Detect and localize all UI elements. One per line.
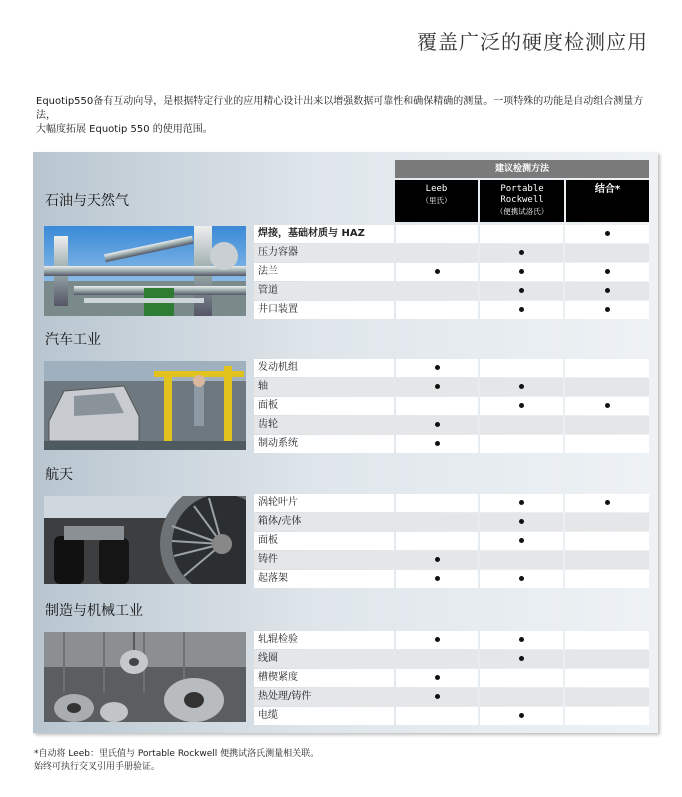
cell-combined [565,631,649,649]
column-header-combined: 结合* [566,180,649,222]
cell-leeb [396,378,478,396]
cell-portable-rockwell [480,244,563,262]
cell-portable-rockwell [480,551,563,569]
recommended-dot [519,269,524,274]
recommended-dot [435,269,440,274]
cell-leeb [396,225,478,243]
recommended-dot [605,269,610,274]
row-label: 起落架 [254,570,394,588]
recommended-dot [519,250,524,255]
recommended-dot [605,307,610,312]
aircraft-engine-photo [44,496,246,584]
row-label: 发动机组 [254,359,394,377]
cell-combined [565,513,649,531]
cell-combined [565,551,649,569]
recommended-dot [519,576,524,581]
cell-portable-rockwell [480,650,563,668]
cell-portable-rockwell [480,494,563,512]
footnote-line-1: *自动将 Leeb：里氏值与 Portable Rockwell 便携试洛氏测量相关联。 [34,749,320,759]
cell-leeb [396,397,478,415]
cell-portable-rockwell [480,532,563,550]
cell-combined [565,494,649,512]
cell-leeb [396,359,478,377]
intro-text [36,95,656,137]
cell-portable-rockwell [480,416,563,434]
cell-portable-rockwell [480,570,563,588]
section-title-oil-gas: 石油与天然气 [45,193,129,209]
cell-leeb [396,631,478,649]
table-row [254,688,649,707]
recommended-dot [435,576,440,581]
recommended-dot [605,231,610,236]
column-header-leeb [395,180,478,222]
cell-leeb [396,570,478,588]
row-label: 面板 [254,397,394,415]
table-row [254,359,649,378]
row-label: 线圈 [254,650,394,668]
recommended-dot [519,519,524,524]
table-row [254,631,649,650]
recommended-dot [435,422,440,427]
row-label: 铸件 [254,551,394,569]
row-label: 电缆 [254,707,394,725]
cell-portable-rockwell [480,688,563,706]
cell-combined [565,570,649,588]
row-label: 焊接，基础材质与 HAZ [254,225,394,243]
table-row [254,532,649,551]
car-factory-photo [44,361,246,450]
cell-leeb [396,532,478,550]
cell-leeb [396,551,478,569]
page-title: 覆盖广泛的硬度检测应用 [417,30,648,54]
cell-portable-rockwell [480,359,563,377]
cell-leeb [396,707,478,725]
recommended-dot [435,694,440,699]
cell-leeb [396,513,478,531]
intro-line-2: 大幅度拓展 Equotip 550 的使用范围。 [36,124,213,135]
row-label: 面板 [254,532,394,550]
cell-portable-rockwell [480,225,563,243]
recommended-dot [605,288,610,293]
cell-portable-rockwell [480,301,563,319]
cell-combined [565,688,649,706]
table-row [254,397,649,416]
footnote-line-2: 始终可执行交叉引用手册验证。 [34,762,161,772]
cell-portable-rockwell [480,669,563,687]
column-header-portable-rockwell [480,180,564,222]
row-label: 法兰 [254,263,394,281]
table-row [254,494,649,513]
cell-leeb [396,650,478,668]
table-row [254,650,649,669]
row-label: 轧辊检验 [254,631,394,649]
row-label: 涡轮叶片 [254,494,394,512]
table-row [254,263,649,282]
recommended-dot [519,637,524,642]
row-label: 槽楔紧度 [254,669,394,687]
table-row [254,282,649,301]
recommended-dot [435,557,440,562]
oil-gas-plant-photo [44,226,246,316]
table-row [254,707,649,726]
cell-combined [565,669,649,687]
recommended-dot [519,403,524,408]
recommended-dot [605,403,610,408]
cell-combined [565,707,649,725]
footnote [34,748,319,774]
section-title-aerospace: 航天 [45,467,73,483]
cell-leeb [396,669,478,687]
table-row [254,244,649,263]
cell-portable-rockwell [480,707,563,725]
row-label: 轴 [254,378,394,396]
table-row [254,551,649,570]
recommended-dot [435,637,440,642]
cell-leeb [396,263,478,281]
row-label: 箱体/壳体 [254,513,394,531]
cell-combined [565,416,649,434]
recommended-dot [435,384,440,389]
cell-portable-rockwell [480,397,563,415]
cell-combined [565,435,649,453]
cell-combined [565,263,649,281]
recommended-dot [435,675,440,680]
cell-combined [565,397,649,415]
table-row [254,301,649,320]
intro-line-1: Equotip550备有互动向导，是根据特定行业的应用精心设计出来以增强数据可靠性和确保精确的测量。一项特殊的功能是自动组合测量方法， [36,96,644,121]
table-row [254,225,649,244]
methods-header: 建议检测方法 [395,160,649,178]
cell-combined [565,378,649,396]
cell-leeb [396,494,478,512]
cell-portable-rockwell [480,263,563,281]
table-row [254,570,649,589]
steel-coils-photo [44,632,246,722]
recommended-dot [519,384,524,389]
row-label: 制动系统 [254,435,394,453]
portable-rockwell-label-2: Rockwell [500,195,544,205]
cell-portable-rockwell [480,378,563,396]
cell-combined [565,282,649,300]
cell-portable-rockwell [480,513,563,531]
cell-leeb [396,282,478,300]
portable-rockwell-sublabel: （便携试洛氏） [495,207,549,216]
cell-combined [565,301,649,319]
cell-leeb [396,435,478,453]
row-label: 井口装置 [254,301,394,319]
section-title-manufacturing: 制造与机械工业 [45,603,143,619]
row-label: 齿轮 [254,416,394,434]
table-row [254,378,649,397]
cell-portable-rockwell [480,631,563,649]
recommended-dot [519,288,524,293]
cell-combined [565,532,649,550]
table-row [254,669,649,688]
table-row [254,513,649,532]
row-label: 压力容器 [254,244,394,262]
row-label: 管道 [254,282,394,300]
row-label: 热处理/铸件 [254,688,394,706]
table-row [254,416,649,435]
recommended-dot [519,500,524,505]
recommended-dot [519,538,524,543]
recommended-dot [435,441,440,446]
cell-portable-rockwell [480,435,563,453]
leeb-sublabel: （里氏） [421,196,452,205]
recommended-dot [519,307,524,312]
cell-portable-rockwell [480,282,563,300]
leeb-label: Leeb [425,184,448,194]
cell-combined [565,359,649,377]
recommended-dot [519,656,524,661]
cell-combined [565,650,649,668]
cell-combined [565,225,649,243]
cell-leeb [396,244,478,262]
recommended-dot [519,713,524,718]
cell-leeb [396,416,478,434]
cell-leeb [396,301,478,319]
cell-combined [565,244,649,262]
table-row [254,435,649,454]
section-title-automotive: 汽车工业 [45,332,101,348]
recommended-dot [605,500,610,505]
portable-rockwell-label-1: Portable [500,184,544,194]
cell-leeb [396,688,478,706]
recommended-dot [435,365,440,370]
